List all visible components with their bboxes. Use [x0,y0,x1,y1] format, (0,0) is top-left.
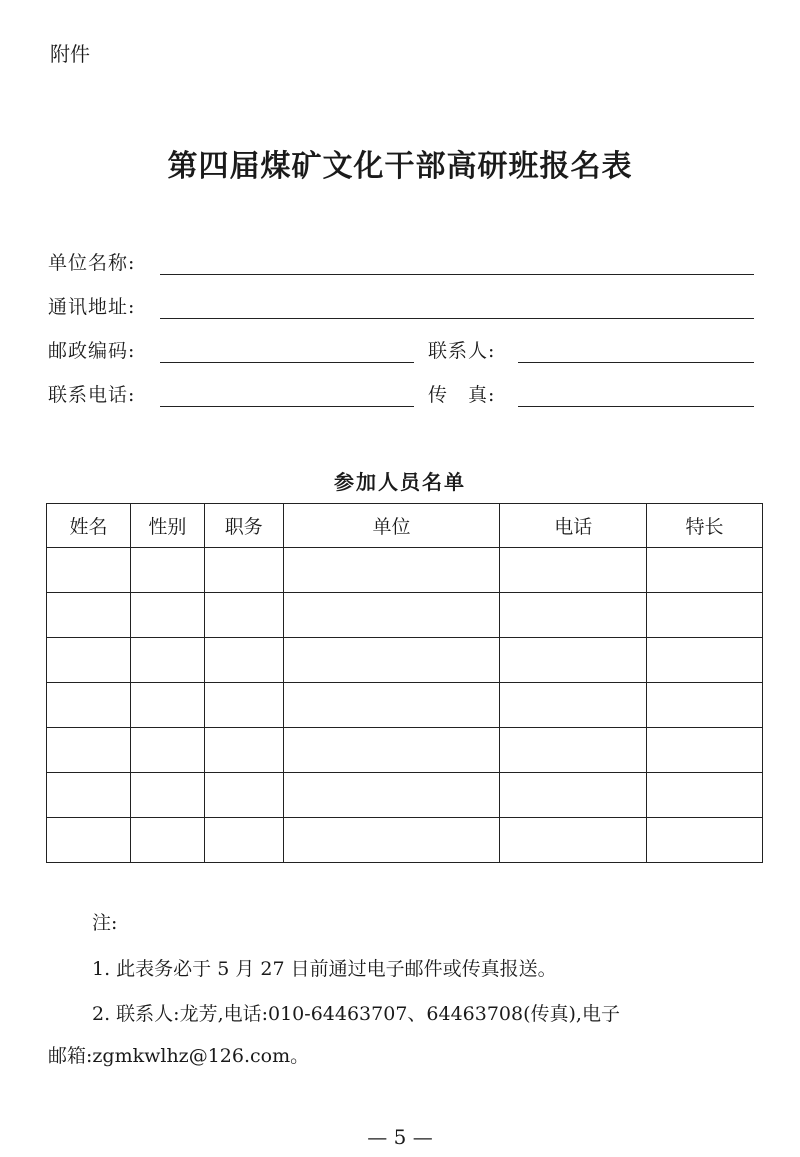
contact-field[interactable] [518,361,754,363]
table-row [47,728,763,773]
roster-title: 参加人员名单 [334,470,466,494]
cell-name[interactable] [47,638,131,683]
cell-gender[interactable] [130,683,204,728]
roster-table [46,503,763,863]
cell-name[interactable] [47,593,131,638]
cell-phone[interactable] [500,728,647,773]
cell-gender[interactable] [130,593,204,638]
cell-position[interactable] [204,638,283,683]
cell-specialty[interactable] [647,683,763,728]
note-item-1: 1. 此表务必于 5 月 27 日前通过电子邮件或传真报送。 [92,958,557,980]
fax-label: 传 真: [428,384,496,406]
cell-specialty[interactable] [647,818,763,863]
cell-unit[interactable] [283,773,500,818]
cell-position[interactable] [204,593,283,638]
cell-name[interactable] [47,728,131,773]
unit-name-field[interactable] [160,273,754,275]
postcode-label: 邮政编码: [48,340,136,362]
phone-field[interactable] [160,405,414,407]
header-specialty: 特长 [647,504,763,548]
note-item-2-line-2: 邮箱:zgmkwlhz@126.com。 [48,1045,310,1067]
phone-row [48,380,758,410]
roster-header-row [47,504,763,548]
cell-phone[interactable] [500,818,647,863]
table-row [47,638,763,683]
contact-label: 联系人: [428,340,496,362]
cell-gender[interactable] [130,773,204,818]
cell-unit[interactable] [283,728,500,773]
cell-unit[interactable] [283,593,500,638]
cell-position[interactable] [204,683,283,728]
cell-name[interactable] [47,548,131,593]
page-title: 第四届煤矿文化干部高研班报名表 [167,149,633,184]
cell-position[interactable] [204,818,283,863]
header-phone: 电话 [500,504,647,548]
cell-gender[interactable] [130,548,204,593]
unit-name-label: 单位名称: [48,252,136,274]
cell-unit[interactable] [283,548,500,593]
cell-position[interactable] [204,548,283,593]
address-label: 通讯地址: [48,296,136,318]
cell-phone[interactable] [500,683,647,728]
header-gender: 性别 [130,504,204,548]
postcode-field[interactable] [160,361,414,363]
cell-name[interactable] [47,683,131,728]
cell-gender[interactable] [130,818,204,863]
header-unit: 单位 [283,504,500,548]
header-position: 职务 [204,504,283,548]
cell-specialty[interactable] [647,638,763,683]
attachment-label: 附件 [50,42,90,66]
table-row [47,683,763,728]
address-field[interactable] [160,317,754,319]
cell-phone[interactable] [500,638,647,683]
cell-specialty[interactable] [647,773,763,818]
note-item-2-line-1: 2. 联系人:龙芳,电话:010-64463707、64463708(传真),电子 [92,1003,620,1025]
table-row [47,548,763,593]
notes-heading: 注: [92,912,118,934]
page-number: — 5 — [367,1125,433,1149]
cell-specialty[interactable] [647,593,763,638]
cell-unit[interactable] [283,818,500,863]
table-row [47,818,763,863]
cell-name[interactable] [47,773,131,818]
cell-specialty[interactable] [647,548,763,593]
cell-position[interactable] [204,773,283,818]
header-name: 姓名 [47,504,131,548]
cell-specialty[interactable] [647,728,763,773]
cell-position[interactable] [204,728,283,773]
cell-unit[interactable] [283,683,500,728]
phone-label: 联系电话: [48,384,136,406]
cell-phone[interactable] [500,548,647,593]
postcode-row [48,336,758,366]
unit-name-row [48,248,758,278]
table-row [47,773,763,818]
table-row [47,593,763,638]
cell-gender[interactable] [130,638,204,683]
fax-field[interactable] [518,405,754,407]
cell-gender[interactable] [130,728,204,773]
cell-name[interactable] [47,818,131,863]
cell-phone[interactable] [500,593,647,638]
cell-unit[interactable] [283,638,500,683]
address-row [48,292,758,322]
cell-phone[interactable] [500,773,647,818]
